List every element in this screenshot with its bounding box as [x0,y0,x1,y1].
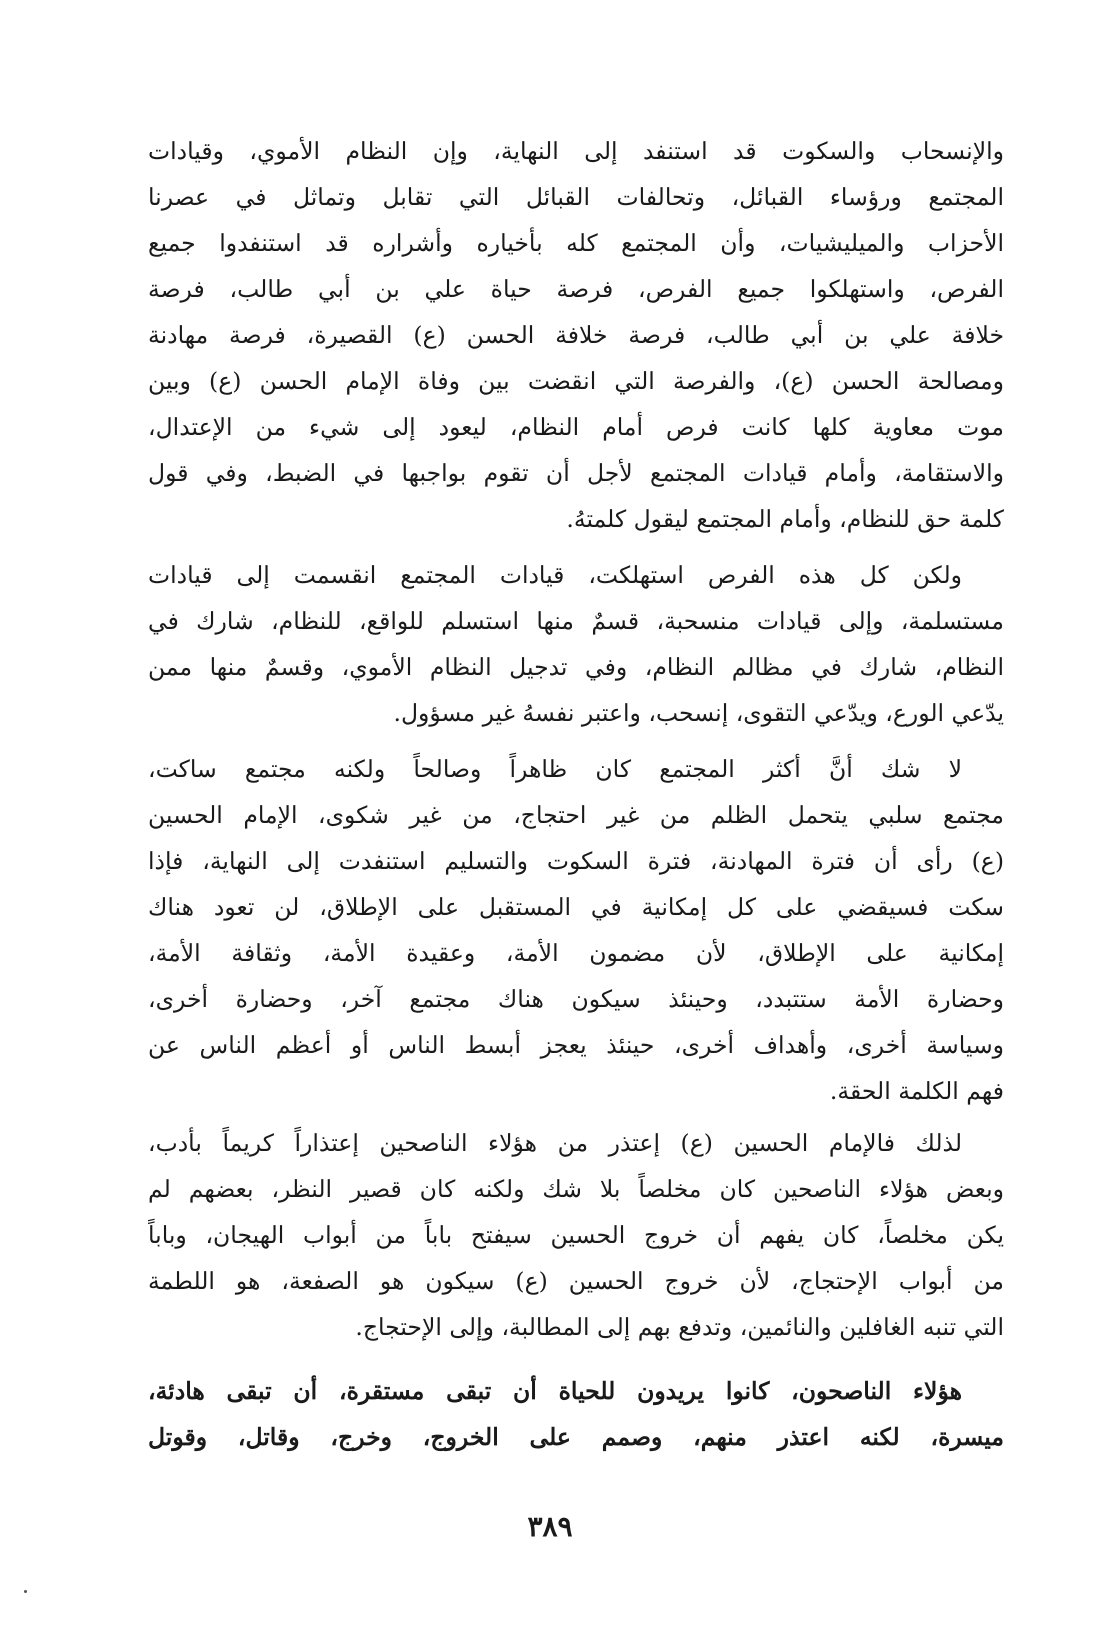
text-line: وحضارة الأمة ستتبدد، وحينئذ سيكون هناك مجتمع آخر، وحضارة أخرى، [148,985,1004,1013]
paragraph-3 [148,746,1004,1114]
text-line: ولكن كل هذه الفرص استهلكت، قيادات المجتمع انقسمت إلى قيادات [148,561,962,589]
text-line: والإنسحاب والسكوت قد استنفد إلى النهاية، وإن النظام الأموي، وقيادات [148,137,1004,165]
text-line: إمكانية على الإطلاق، لأن مضمون الأمة، وعقيدة الأمة، وثقافة الأمة، [148,939,1004,967]
text-line: مستسلمة، وإلى قيادات منسحبة، قسمٌ منها استسلم للواقع، للنظام، شارك في [148,607,1004,635]
text-line: يدّعي الورع، ويدّعي التقوى، إنسحب، واعتبر نفسهُ غير مسؤول. [393,699,1004,727]
scan-speck [24,1590,27,1593]
page-number: ٣٨٩ [527,1510,573,1543]
text-line: هؤلاء الناصحون، كانوا يريدون للحياة أن تبقى مستقرة، أن تبقى هادئة، [148,1377,962,1405]
paragraph-5 [148,1368,1004,1460]
text-line: مجتمع سلبي يتحمل الظلم من غير احتجاج، من غير شكوى، الإمام الحسين [148,801,1004,829]
text-line: والاستقامة، وأمام قيادات المجتمع لأجل أن تقوم بواجبها في الضبط، وفي قول [148,459,1004,487]
text-line: التي تنبه الغافلين والنائمين، وتدفع بهم إلى المطالبة، وإلى الإحتجاج. [355,1313,1004,1341]
text-line: لذلك فالإمام الحسين (ع) إعتذر من هؤلاء الناصحين إعتذاراً كريماً بأدب، [148,1129,962,1157]
text-line: لا شك أنَّ أكثر المجتمع كان ظاهراً وصالحاً ولكنه مجتمع ساكت، [148,755,962,783]
text-line: موت معاوية كلها كانت فرص أمام النظام، ليعود إلى شيء من الإعتدال، [148,413,1004,441]
text-line: الفرص، واستهلكوا جميع الفرص، فرصة حياة علي بن أبي طالب، فرصة [148,275,1004,303]
text-line: سكت فسيقضي على كل إمكانية في المستقبل على الإطلاق، لن تعود هناك [148,893,1004,921]
text-line: خلافة علي بن أبي طالب، فرصة خلافة الحسن (ع) القصيرة، فرصة مهادنة [148,321,1004,349]
text-line: (ع) رأى أن فترة المهادنة، فترة السكوت والتسليم استنفدت إلى النهاية، فإذا [148,847,1004,875]
paragraph-1 [148,128,1004,542]
body-text [148,128,1004,1460]
text-line: وسياسة أخرى، وأهداف أخرى، حينئذ يعجز أبسط الناس أو أعظم الناس عن [148,1031,1004,1059]
paragraph-2 [148,552,1004,736]
text-line: الأحزاب والميليشيات، وأن المجتمع كله بأخياره وأشراره قد استنفدوا جميع [148,229,1004,257]
text-line: من أبواب الإحتجاج، لأن خروج الحسين (ع) سيكون هو الصفعة، هو اللطمة [148,1267,1004,1295]
text-line: النظام، شارك في مظالم النظام، وفي تدجيل النظام الأموي، وقسمٌ منها ممن [148,653,1004,681]
text-line: كلمة حق للنظام، وأمام المجتمع ليقول كلمتهُ. [566,505,1004,533]
text-line: المجتمع ورؤساء القبائل، وتحالفات القبائل التي تقابل وتماثل في عصرنا [148,183,1004,211]
text-line: فهم الكلمة الحقة. [829,1077,1004,1105]
text-line: ميسرة، لكنه اعتذر منهم، وصمم على الخروج، وخرج، وقاتل، وقوتل [148,1423,1004,1451]
text-line: وبعض هؤلاء الناصحين كان مخلصاً بلا شك ولكنه كان قصير النظر، بعضهم لم [148,1175,1004,1203]
paragraph-4 [148,1120,1004,1350]
text-line: ومصالحة الحسن (ع)، والفرصة التي انقضت بين وفاة الإمام الحسن (ع) وبين [148,367,1004,395]
text-line: يكن مخلصاً، كان يفهم أن خروج الحسين سيفتح باباً من أبواب الهيجان، وباباً [148,1221,1004,1249]
